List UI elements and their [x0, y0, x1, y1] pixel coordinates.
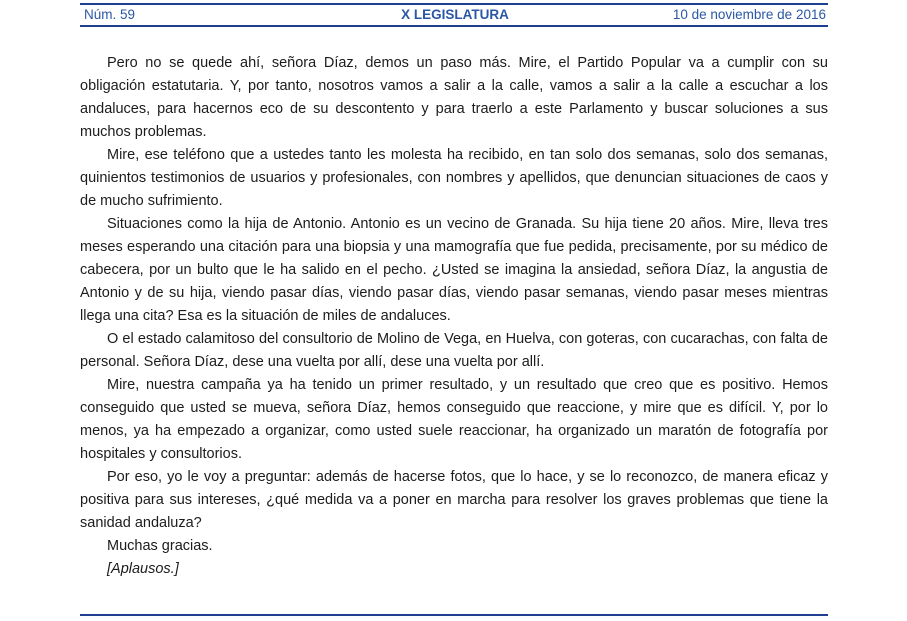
stage-direction: [Aplausos.]	[107, 561, 179, 577]
paragraph: Situaciones como la hija de Antonio. Antonio es un vecino de Granada. Su hija tiene 20 años. Mire, lleva tres meses esperando una citación para una biopsia y una mamografía que fue pedida, precisamente, por su médico de cabecera, por un bulto que le ha salido en el pecho. ¿Usted se imagina la ansiedad, señora Díaz, la angustia de Antonio y de su hija, viendo pasar días, viendo pasar días, viendo pasar semanas, viendo pasar meses mientras llega una cita? Esa es la situación de miles de andaluces.	[80, 216, 828, 324]
paragraph: Mire, ese teléfono que a ustedes tanto les molesta ha recibido, en tan solo dos semanas, solo dos semanas, quinientos testimonios de usuarios y profesionales, con nombres y apellidos, que denuncian situaciones de caos y de mucho sufrimiento.	[80, 147, 828, 209]
header-date: 10 de noviembre de 2016	[672, 7, 826, 22]
body-paragraphs	[80, 52, 828, 581]
page-header	[80, 3, 828, 27]
paragraph: Por eso, yo le voy a preguntar: además de hacerse fotos, que lo hace, y se lo reconozco, de manera eficaz y positiva para sus intereses, ¿qué medida va a poner en marcha para resolver los graves problemas que tiene la sanidad andaluza?	[80, 469, 828, 531]
paragraph: Mire, nuestra campaña ya ha tenido un primer resultado, y un resultado que creo que es positivo. Hemos conseguido que usted se mueva, señora Díaz, hemos conseguido que reaccione, y mire que es difícil. Y, por lo menos, ya ha empezado a organizar, como usted suele reaccionar, ha organizado un maratón de fotografía por hospitales y consultorios.	[80, 377, 828, 462]
bottom-rule-line	[80, 614, 828, 616]
paragraph-closing: Muchas gracias.	[107, 538, 213, 554]
paragraph: Pero no se quede ahí, señora Díaz, demos un paso más. Mire, el Partido Popular va a cumplir con su obligación estatutaria. Y, por tanto, nosotros vamos a salir a la calle, vamos a salir a la calle a escuchar a los andaluces, para hacernos eco de su descontento y para traerlo a este Parlamento y buscar soluciones a sus muchos problemas.	[80, 55, 828, 140]
header-issue-number: Núm. 59	[84, 7, 136, 22]
header-legislature: X LEGISLATURA	[401, 7, 509, 22]
paragraph: O el estado calamitoso del consultorio de Molino de Vega, en Huelva, con goteras, con cucarachas, con falta de personal. Señora Díaz, dese una vuelta por allí, dese una vuelta por allí.	[80, 331, 828, 370]
